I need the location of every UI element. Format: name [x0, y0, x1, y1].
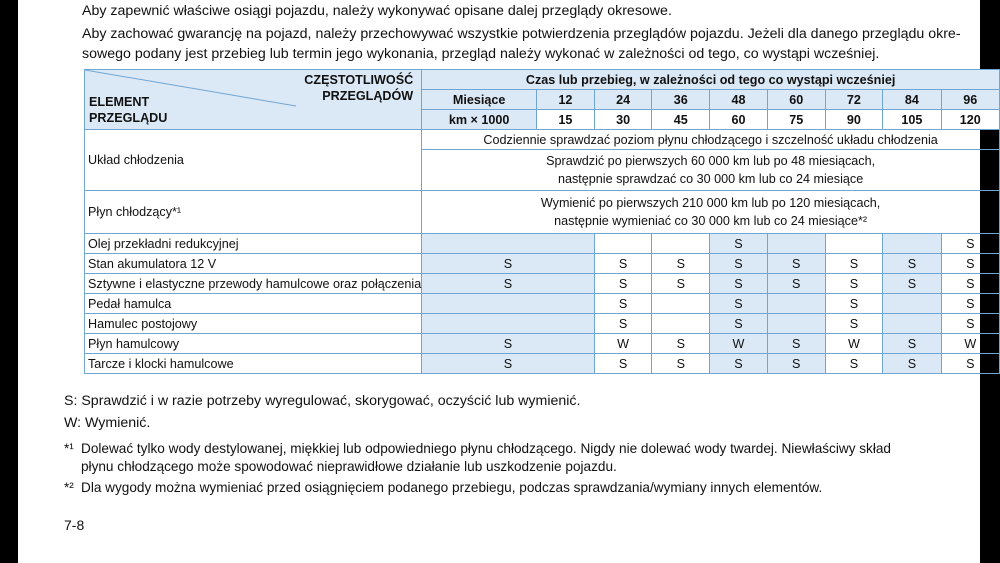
schedule-cell: S: [710, 294, 768, 314]
footnote-1-mark: *¹: [64, 441, 74, 456]
schedule-cell: W: [825, 334, 883, 354]
month-header-cell: 12: [537, 90, 595, 110]
km-header-cell: 90: [825, 110, 883, 130]
schedule-cell: S: [652, 274, 710, 294]
intro-line-2: Aby zachować gwarancję na pojazd, należy przechowywać wszystkie potwierdzenia przeglądów pojazdu. Jeżeli dla danego przeglądu okre-: [82, 26, 961, 42]
month-header-cell: 72: [825, 90, 883, 110]
table-row: [85, 234, 1000, 254]
coolant-row: [85, 191, 1000, 234]
row-label: Stan akumulatora 12 V: [85, 254, 422, 274]
schedule-cell: S: [825, 254, 883, 274]
schedule-cell: S: [710, 274, 768, 294]
month-header-cell: 96: [941, 90, 999, 110]
km-label: km × 1000: [422, 110, 537, 130]
schedule-cell: S: [422, 334, 595, 354]
footnote-2-mark: *²: [64, 480, 74, 495]
schedule-cell: S: [710, 314, 768, 334]
schedule-cell: S: [652, 354, 710, 374]
km-header-cell: 75: [767, 110, 825, 130]
table-row: [85, 354, 1000, 374]
schedule-cell: S: [883, 354, 941, 374]
schedule-cell: [594, 234, 652, 254]
schedule-cell: S: [941, 354, 999, 374]
schedule-cell: S: [767, 354, 825, 374]
schedule-cell: S: [594, 354, 652, 374]
row-label: Płyn hamulcowy: [85, 334, 422, 354]
coolant-interval-note: Wymienić po pierwszych 210 000 km lub po 120 miesiącach, następnie wymieniać co 30 000 km lub co 24 miesiące*²: [422, 191, 1000, 234]
schedule-cell: S: [422, 354, 595, 374]
maintenance-schedule-table: [84, 69, 1000, 374]
page-number: 7-8: [64, 517, 85, 533]
schedule-cell: [883, 294, 941, 314]
schedule-cell: S: [883, 334, 941, 354]
table-corner-header: [85, 70, 422, 130]
schedule-cell: S: [825, 274, 883, 294]
footnote-1-line-2: płynu chłodzącego może spowodować nieprawidłowe działanie lub uszkodzenie pojazdu.: [81, 459, 617, 474]
footnote-1: [64, 440, 891, 476]
schedule-cell: S: [825, 294, 883, 314]
schedule-cell: S: [594, 294, 652, 314]
schedule-cell: W: [710, 334, 768, 354]
schedule-cell: S: [941, 274, 999, 294]
frequency-label: CZĘSTOTLIWOŚĆ PRZEGLĄDÓW: [304, 73, 414, 103]
schedule-cell: S: [710, 234, 768, 254]
month-header-cell: 36: [652, 90, 710, 110]
schedule-cell: S: [941, 234, 999, 254]
schedule-cell: S: [594, 314, 652, 334]
cooling-system-row: [85, 130, 1000, 150]
schedule-cell: [883, 234, 941, 254]
schedule-cell: S: [883, 254, 941, 274]
table-row: [85, 294, 1000, 314]
month-header-cell: 60: [767, 90, 825, 110]
schedule-cell: S: [594, 274, 652, 294]
schedule-cell: W: [941, 334, 999, 354]
schedule-cell: S: [825, 354, 883, 374]
schedule-cell: [422, 234, 595, 254]
schedule-cell: S: [710, 354, 768, 374]
month-header-cell: 24: [594, 90, 652, 110]
row-label: Tarcze i klocki hamulcowe: [85, 354, 422, 374]
schedule-cell: S: [941, 314, 999, 334]
schedule-cell: S: [767, 254, 825, 274]
month-header-cell: 84: [883, 90, 941, 110]
coolant-label: Płyn chłodzący*¹: [85, 191, 422, 234]
schedule-cell: W: [594, 334, 652, 354]
row-label: Hamulec postojowy: [85, 314, 422, 334]
table-row: [85, 334, 1000, 354]
interval-header: Czas lub przebieg, w zależności od tego co wystąpi wcześniej: [422, 70, 1000, 90]
schedule-cell: S: [883, 274, 941, 294]
schedule-cell: S: [941, 294, 999, 314]
km-header-cell: 15: [537, 110, 595, 130]
table-row: [85, 254, 1000, 274]
schedule-cell: S: [652, 334, 710, 354]
schedule-cell: S: [652, 254, 710, 274]
km-header-cell: 30: [594, 110, 652, 130]
cooling-system-label: Układ chłodzenia: [85, 130, 422, 191]
schedule-cell: [767, 294, 825, 314]
cooling-interval-note: Sprawdzić po pierwszych 60 000 km lub po 48 miesiącach, następnie sprawdzać co 30 000 km lub co 24 miesiące: [422, 150, 1000, 191]
schedule-cell: [422, 314, 595, 334]
row-label: Sztywne i elastyczne przewody hamulcowe oraz połączenia: [85, 274, 422, 294]
km-header-cell: 105: [883, 110, 941, 130]
footnote-2: [64, 479, 822, 497]
schedule-cell: S: [767, 274, 825, 294]
schedule-rows: [85, 234, 1000, 374]
schedule-cell: S: [422, 254, 595, 274]
schedule-cell: S: [710, 254, 768, 274]
schedule-cell: [652, 314, 710, 334]
schedule-cell: [767, 234, 825, 254]
table-row: [85, 274, 1000, 294]
intro-line-3: sowego podany jest przebieg lub termin jego wykonania, przegląd należy wykonać w zależności od tego, co wystąpi wcześniej.: [82, 46, 880, 62]
table-row: [85, 314, 1000, 334]
schedule-cell: S: [594, 254, 652, 274]
schedule-cell: S: [422, 274, 595, 294]
intro-paragraph-1: Aby zapewnić właściwe osiągi pojazdu, należy wykonywać opisane dalej przeglądy okresowe.: [82, 3, 672, 19]
schedule-cell: S: [941, 254, 999, 274]
schedule-cell: S: [825, 314, 883, 334]
footnote-1-line-1: Dolewać tylko wody destylowanej, miękkiej lub odpowiedniego płynu chłodzącego. Nigdy nie dolewać wody twardej. Niewłaściwy skład: [81, 441, 891, 456]
cooling-daily-note: Codziennie sprawdzać poziom płynu chłodzącego i szczelność układu chłodzenia: [422, 130, 1000, 150]
schedule-cell: [422, 294, 595, 314]
schedule-cell: [767, 314, 825, 334]
km-header-cell: 60: [710, 110, 768, 130]
footnote-2-line-1: Dla wygody można wymieniać przed osiągnięciem podanego przebiegu, podczas sprawdzania/wymiany innych elementów.: [81, 480, 823, 495]
header-row-span: [85, 70, 1000, 90]
element-label: ELEMENT PRZEGLĄDU: [89, 95, 168, 125]
months-label: Miesiące: [422, 90, 537, 110]
month-header-cell: 48: [710, 90, 768, 110]
schedule-cell: [825, 234, 883, 254]
intro-paragraph-2: [82, 24, 961, 64]
row-label: Olej przekładni redukcyjnej: [85, 234, 422, 254]
schedule-cell: [652, 234, 710, 254]
legend-s: S: Sprawdzić i w razie potrzeby wyregulować, skorygować, oczyścić lub wymienić.: [64, 393, 581, 409]
schedule-cell: [883, 314, 941, 334]
legend-w: W: Wymienić.: [64, 415, 151, 431]
km-header-cell: 120: [941, 110, 999, 130]
km-header-cell: 45: [652, 110, 710, 130]
row-label: Pedał hamulca: [85, 294, 422, 314]
schedule-cell: S: [767, 334, 825, 354]
schedule-cell: [652, 294, 710, 314]
